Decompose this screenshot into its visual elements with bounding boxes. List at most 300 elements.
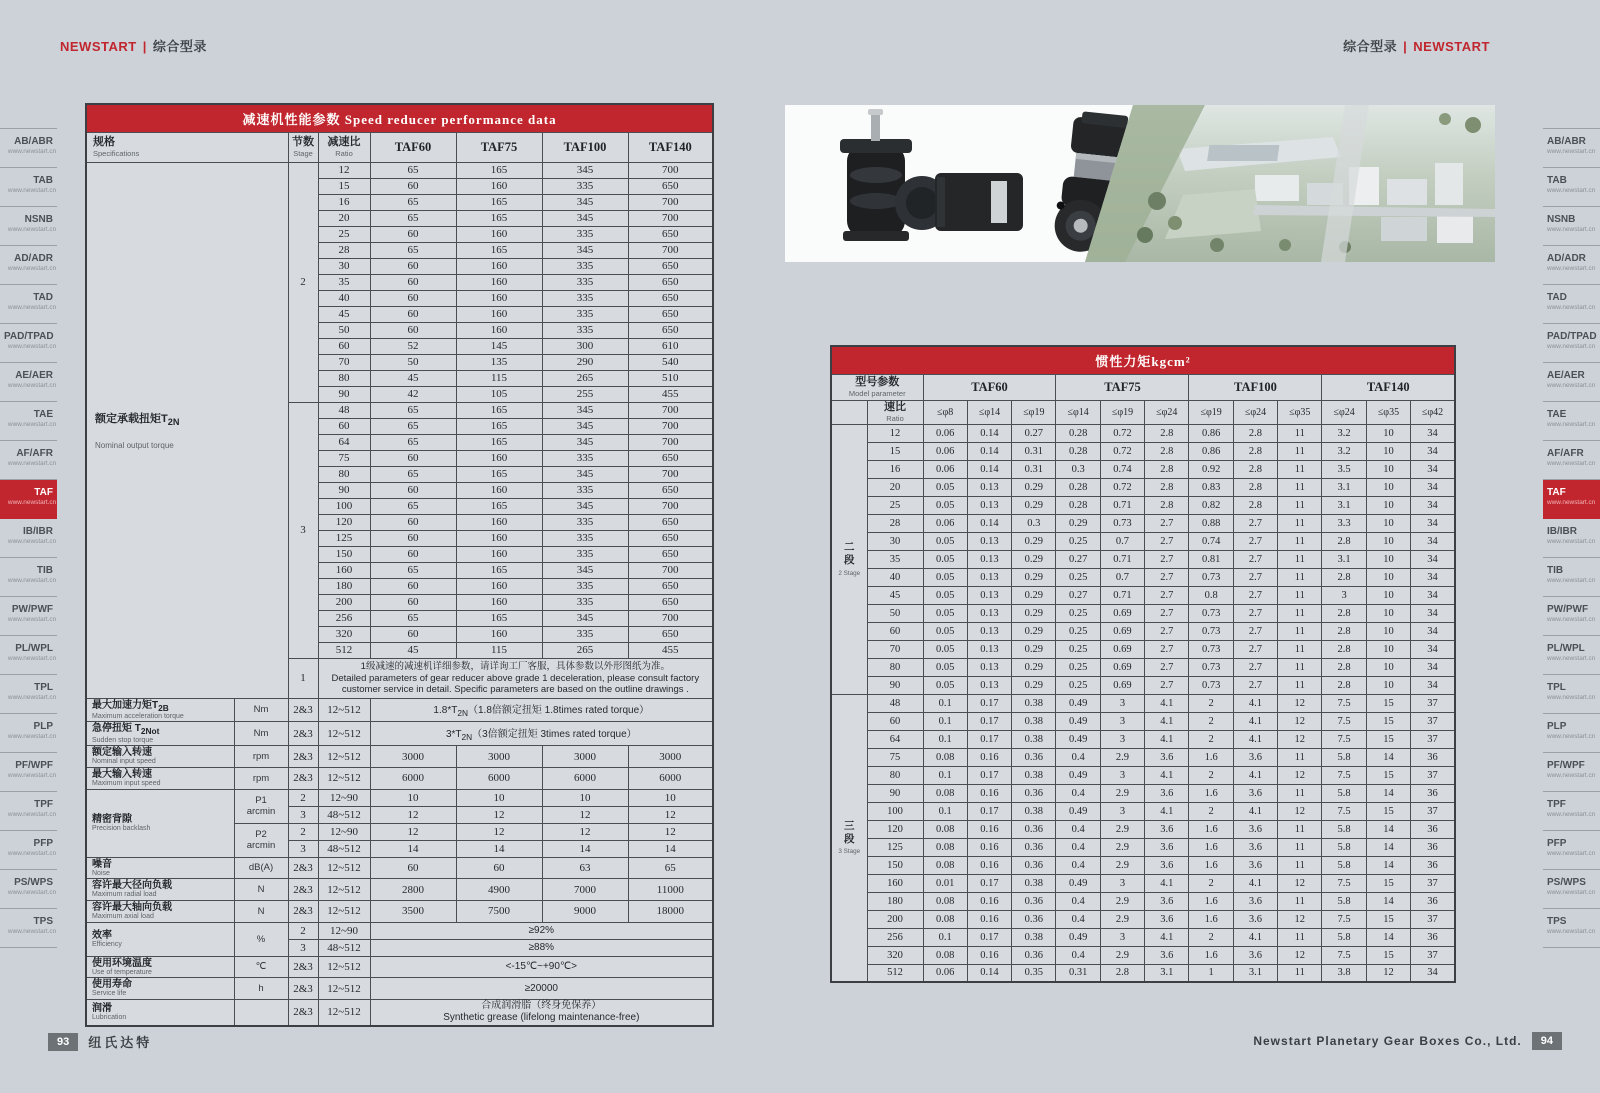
value-cell: 115 [456, 642, 542, 658]
value-cell: 15 [1366, 802, 1410, 820]
value-cell: 10 [1366, 586, 1410, 604]
sidebar-item-label: AE/AER [1547, 370, 1585, 381]
value-cell: 0.36 [1012, 946, 1056, 964]
sidebar-item-ps-wps[interactable] [1543, 870, 1600, 909]
value-cell: 0.3 [1012, 514, 1056, 532]
value-cell: 3 [1100, 712, 1144, 730]
shaft-diameter-header: ≤φ24 [1322, 400, 1366, 424]
value-cell: 60 [370, 482, 456, 498]
sidebar-item-url: www.newstart.cn [7, 421, 57, 428]
value-cell: 160 [456, 482, 542, 498]
sidebar-item-url: www.newstart.cn [7, 772, 57, 779]
sidebar-item-pw-pwf[interactable] [0, 597, 57, 636]
value-cell: 0.92 [1189, 460, 1233, 478]
sidebar-item-label: IB/IBR [1547, 526, 1577, 537]
sidebar-item-label: AF/AFR [16, 448, 53, 459]
value-cell: 4.1 [1145, 730, 1189, 748]
value-cell: 650 [628, 546, 713, 562]
value-cell: 5.8 [1322, 784, 1366, 802]
value-cell: 335 [542, 578, 628, 594]
value-cell: 0.05 [923, 658, 967, 676]
value-cell: 6000 [628, 767, 713, 789]
value-cell: 0.36 [1012, 748, 1056, 766]
value-cell: 12 [1278, 712, 1322, 730]
value-cell: 345 [542, 610, 628, 626]
value-cell: 7.5 [1322, 874, 1366, 892]
value-cell: 36 [1411, 928, 1455, 946]
value-cell: 165 [456, 242, 542, 258]
sidebar-item-tib[interactable] [0, 558, 57, 597]
sidebar-item-label: PFP [33, 838, 53, 849]
sidebar-item-tab[interactable] [0, 168, 57, 207]
value-cell: 2 [1189, 712, 1233, 730]
table-row [831, 496, 1455, 514]
sidebar-item-ps-wps[interactable] [0, 870, 57, 909]
ratio-cell: 125 [318, 530, 370, 546]
value-cell: 650 [628, 594, 713, 610]
value-cell: 3.6 [1145, 838, 1189, 856]
value-cell: 11 [1278, 658, 1322, 676]
value-cell: 455 [628, 386, 713, 402]
ratio-column-header: 减速比 Ratio [318, 132, 370, 162]
value-cell: 0.74 [1189, 532, 1233, 550]
value-cell: 52 [370, 338, 456, 354]
value-cell: 345 [542, 242, 628, 258]
table-row [831, 892, 1455, 910]
value-cell: 650 [628, 226, 713, 242]
sidebar-item-tab[interactable] [1543, 168, 1600, 207]
value-cell: 0.06 [923, 442, 967, 460]
value-cell: 12 [456, 806, 542, 823]
left-table-title: 减速机性能参数 Speed reducer performance data [86, 104, 713, 132]
value-cell: 3.6 [1145, 910, 1189, 928]
sidebar-item-pfp[interactable] [1543, 831, 1600, 870]
value-cell: 0.49 [1056, 766, 1100, 784]
value-cell: 2.8 [1233, 496, 1277, 514]
value-cell: 0.73 [1189, 604, 1233, 622]
sidebar-item-pfp[interactable] [0, 831, 57, 870]
value-cell: 700 [628, 434, 713, 450]
table-row [831, 658, 1455, 676]
sidebar-item-pl-wpl[interactable] [1543, 636, 1600, 675]
value-cell: 0.69 [1100, 622, 1144, 640]
value-cell: 165 [456, 418, 542, 434]
nominal-output-torque-label: 额定承载扭矩$T_{2N}$ Nominal output torque [86, 162, 288, 698]
table-row [831, 460, 1455, 478]
ratio-cell: 40 [867, 568, 923, 586]
page-header-left [60, 36, 207, 55]
model-header-taf75: TAF75 [1056, 374, 1189, 400]
value-cell: 3.1 [1322, 478, 1366, 496]
lubrication-label: 润滑 Lubrication [86, 1000, 234, 1026]
table-row [831, 622, 1455, 640]
sidebar-item-tae[interactable] [1543, 402, 1600, 441]
sidebar-item-ib-ibr[interactable] [1543, 519, 1600, 558]
sidebar-item-ae-aer[interactable] [1543, 363, 1600, 402]
sidebar-item-label: TPS [33, 916, 53, 927]
sidebar-item-url: www.newstart.cn [1547, 616, 1596, 623]
value-cell: 4.1 [1233, 766, 1277, 784]
sidebar-item-tps[interactable] [0, 909, 57, 948]
value-cell: 7.5 [1322, 766, 1366, 784]
value-cell: 65 [370, 194, 456, 210]
stage-cell: 2&3 [288, 1000, 318, 1026]
value-cell: 3.6 [1145, 820, 1189, 838]
value-cell: 14 [542, 840, 628, 857]
value-cell: 650 [628, 530, 713, 546]
sidebar-item-label: IB/IBR [23, 526, 53, 537]
sidebar-item-label: PF/WPF [1547, 760, 1585, 771]
value-cell: 0.25 [1056, 640, 1100, 658]
value-cell: 10 [370, 789, 456, 806]
sidebar-item-tae[interactable] [0, 402, 57, 441]
value-cell: 10 [1366, 460, 1410, 478]
ratio-cell: 80 [318, 370, 370, 386]
value-cell: 10 [1366, 478, 1410, 496]
table-row [831, 838, 1455, 856]
ratio-cell: 90 [318, 482, 370, 498]
sidebar-item-nsnb[interactable] [0, 207, 57, 246]
value-cell: 0.49 [1056, 730, 1100, 748]
sidebar-item-ab-abr[interactable] [1543, 129, 1600, 168]
value-cell: 12 [1278, 766, 1322, 784]
value-cell: 700 [628, 402, 713, 418]
sidebar-item-pad-tpad[interactable] [0, 324, 57, 363]
value-cell: 0.73 [1189, 622, 1233, 640]
value-cell: 160 [456, 322, 542, 338]
value-cell: 335 [542, 226, 628, 242]
ratio-cell: 90 [867, 676, 923, 694]
ratio-cell: 16 [867, 460, 923, 478]
sidebar-item-url: www.newstart.cn [7, 148, 57, 155]
value-cell: 0.36 [1012, 910, 1056, 928]
value-cell: 3.6 [1145, 784, 1189, 802]
value-cell: 4.1 [1233, 712, 1277, 730]
value-cell: 160 [456, 290, 542, 306]
left-product-nav [0, 128, 57, 948]
sidebar-item-tib[interactable] [1543, 558, 1600, 597]
value-cell: 2.7 [1145, 514, 1189, 532]
value-cell: 34 [1411, 640, 1455, 658]
sidebar-item-af-afr[interactable] [1543, 441, 1600, 480]
value-cell: 650 [628, 482, 713, 498]
ratio-cell: 160 [318, 562, 370, 578]
value-cell: 0.72 [1100, 442, 1144, 460]
value-cell: 37 [1411, 766, 1455, 784]
ratio-cell: 12~512 [318, 978, 370, 1000]
footer-right [1253, 1032, 1562, 1050]
value-cell: 5.8 [1322, 838, 1366, 856]
value-cell: 2.9 [1100, 820, 1144, 838]
sidebar-item-tpf[interactable] [1543, 792, 1600, 831]
value-cell: 0.05 [923, 676, 967, 694]
value-cell: 0.16 [967, 946, 1011, 964]
sidebar-item-tad[interactable] [1543, 285, 1600, 324]
value-cell: 1.6 [1189, 946, 1233, 964]
value-cell: 1.6 [1189, 892, 1233, 910]
value-cell: 0.05 [923, 478, 967, 496]
value-cell: 0.4 [1056, 946, 1100, 964]
sidebar-item-pad-tpad[interactable] [1543, 324, 1600, 363]
sidebar-item-url: www.newstart.cn [7, 733, 57, 740]
sidebar-item-af-afr[interactable] [0, 441, 57, 480]
value-cell: 165 [456, 610, 542, 626]
stage-3-group-label: 三 段 3 Stage [831, 694, 867, 982]
value-cell: 0.7 [1100, 532, 1144, 550]
value-cell: 60 [370, 290, 456, 306]
brand-name: NEWSTART [60, 39, 137, 54]
value-cell: 0.31 [1056, 964, 1100, 982]
value-cell: 2.8 [1322, 640, 1366, 658]
value-cell: 0.27 [1056, 550, 1100, 568]
value-cell: 345 [542, 402, 628, 418]
value-cell: 14 [1366, 928, 1410, 946]
ratio-cell: 120 [318, 514, 370, 530]
value-cell: 7.5 [1322, 694, 1366, 712]
value-cell: 0.13 [967, 604, 1011, 622]
sidebar-item-tps[interactable] [1543, 909, 1600, 948]
sidebar-item-url: www.newstart.cn [1547, 928, 1596, 935]
value-cell: 650 [628, 626, 713, 642]
value-cell: 3.6 [1233, 856, 1277, 874]
sidebar-item-plp[interactable] [0, 714, 57, 753]
value-cell: 0.36 [1012, 856, 1056, 874]
value-cell: 11 [1278, 550, 1322, 568]
value-cell: 0.28 [1056, 478, 1100, 496]
value-cell: 3.1 [1322, 496, 1366, 514]
ratio-cell: 200 [867, 910, 923, 928]
model-header-taf100: TAF100 [1189, 374, 1322, 400]
sidebar-item-nsnb[interactable] [1543, 207, 1600, 246]
ratio-cell: 48~512 [318, 840, 370, 857]
value-cell: 0.38 [1012, 694, 1056, 712]
value-cell: 18000 [628, 900, 713, 922]
value-cell: 1.6 [1189, 910, 1233, 928]
ratio-cell: 90 [867, 784, 923, 802]
sidebar-item-ad-adr[interactable] [1543, 246, 1600, 285]
table-row [831, 802, 1455, 820]
table-row [831, 694, 1455, 712]
value-cell: 0.49 [1056, 712, 1100, 730]
sidebar-item-tpl[interactable] [1543, 675, 1600, 714]
sidebar-item-url: www.newstart.cn [7, 928, 57, 935]
value-cell: 335 [542, 546, 628, 562]
model-header-taf60: TAF60 [923, 374, 1056, 400]
sidebar-item-taf[interactable] [0, 480, 57, 519]
value-cell: 63 [542, 857, 628, 879]
value-cell: 0.69 [1100, 658, 1144, 676]
sidebar-item-url: www.newstart.cn [1547, 538, 1596, 545]
ratio-cell: 25 [318, 226, 370, 242]
value-cell: 15 [1366, 946, 1410, 964]
sidebar-item-label: PLP [1547, 721, 1567, 732]
ratio-cell: 48 [318, 402, 370, 418]
value-cell: 14 [370, 840, 456, 857]
ratio-cell: 12~512 [318, 698, 370, 722]
value-cell: 0.69 [1100, 640, 1144, 658]
value-cell: 105 [456, 386, 542, 402]
value-cell: 37 [1411, 694, 1455, 712]
value-cell: 0.29 [1012, 640, 1056, 658]
value-cell: 12 [370, 823, 456, 840]
sidebar-item-ib-ibr[interactable] [0, 519, 57, 558]
stage-cell: 2&3 [288, 879, 318, 901]
sidebar-item-pl-wpl[interactable] [0, 636, 57, 675]
model-parameter-header: 型号参数 Model parameter [831, 374, 923, 400]
value-cell: 1.6 [1189, 838, 1233, 856]
value-cell: 14 [1366, 784, 1410, 802]
table-row [831, 946, 1455, 964]
ratio-cell: 80 [867, 766, 923, 784]
value-cell: 0.29 [1012, 496, 1056, 514]
sidebar-item-url: www.newstart.cn [7, 655, 57, 662]
service-life-label: 使用寿命 Service life [86, 978, 234, 1000]
sidebar-item-pw-pwf[interactable] [1543, 597, 1600, 636]
value-cell: 3.6 [1145, 892, 1189, 910]
value-cell: 2.9 [1100, 838, 1144, 856]
value-cell: 0.14 [967, 964, 1011, 982]
stage-2-group-label: 二 段 2 Stage [831, 424, 867, 694]
value-cell: 34 [1411, 550, 1455, 568]
stage-cell: 2 [288, 823, 318, 840]
sidebar-item-url: www.newstart.cn [7, 460, 57, 467]
value-cell: 3.2 [1322, 442, 1366, 460]
ratio-cell: 90 [318, 386, 370, 402]
value-cell: 265 [542, 642, 628, 658]
value-cell: 345 [542, 562, 628, 578]
efficiency-label: 效率 Efficiency [86, 922, 234, 956]
stage-2-cell: 2 [288, 162, 318, 402]
sidebar-item-pf-wpf[interactable] [1543, 753, 1600, 792]
value-cell: 2.8 [1145, 424, 1189, 442]
ratio-cell: 15 [318, 178, 370, 194]
value-cell: 2.7 [1145, 568, 1189, 586]
ratio-cell: 120 [867, 820, 923, 838]
ratio-cell: 48~512 [318, 806, 370, 823]
value-cell: 3 [1100, 802, 1144, 820]
value-cell: 0.49 [1056, 874, 1100, 892]
value-cell: 1.6 [1189, 820, 1233, 838]
value-cell: 0.13 [967, 658, 1011, 676]
value-cell: 12 [370, 806, 456, 823]
sidebar-item-ae-aer[interactable] [0, 363, 57, 402]
header-separator: | [1403, 39, 1408, 54]
sidebar-item-tpl[interactable] [0, 675, 57, 714]
value-cell: 2.8 [1145, 496, 1189, 514]
sidebar-item-url: www.newstart.cn [7, 577, 57, 584]
sidebar-item-ab-abr[interactable] [0, 129, 57, 168]
value-cell: 0.08 [923, 910, 967, 928]
value-cell: 2.7 [1233, 622, 1277, 640]
value-cell: 11 [1278, 838, 1322, 856]
sidebar-item-label: PF/WPF [15, 760, 53, 771]
value-cell: 160 [456, 274, 542, 290]
value-cell: 0.38 [1012, 712, 1056, 730]
value-cell: 700 [628, 194, 713, 210]
value-cell: 10 [1366, 658, 1410, 676]
sidebar-item-plp[interactable] [1543, 714, 1600, 753]
ratio-cell: 150 [867, 856, 923, 874]
value-cell: 2 [1189, 874, 1233, 892]
value-cell: 165 [456, 162, 542, 178]
value-cell: 12 [628, 823, 713, 840]
ratio-cell: 35 [867, 550, 923, 568]
value-cell: 0.4 [1056, 748, 1100, 766]
unit-cell: rpm [234, 767, 288, 789]
sidebar-item-label: PS/WPS [1547, 877, 1586, 888]
value-cell: 0.29 [1012, 532, 1056, 550]
value-cell: 3.1 [1233, 964, 1277, 982]
model-header-taf140: TAF140 [628, 132, 713, 162]
sidebar-item-url: www.newstart.cn [1547, 655, 1596, 662]
value-cell: 4.1 [1145, 712, 1189, 730]
sidebar-item-url: www.newstart.cn [1547, 694, 1596, 701]
value-cell: 0.1 [923, 802, 967, 820]
value-cell: 2.7 [1233, 640, 1277, 658]
value-cell: 2.7 [1233, 658, 1277, 676]
value-cell: 2 [1189, 694, 1233, 712]
sidebar-item-tpf[interactable] [0, 792, 57, 831]
value-cell: 0.16 [967, 856, 1011, 874]
value-cell: 3.5 [1322, 460, 1366, 478]
value-cell: 3 [1100, 766, 1144, 784]
sidebar-item-label: TPL [34, 682, 53, 693]
value-cell: 4.1 [1145, 928, 1189, 946]
value-cell: 65 [370, 466, 456, 482]
value-cell: 0.17 [967, 874, 1011, 892]
sidebar-item-label: TPS [1547, 916, 1567, 927]
sidebar-item-ad-adr[interactable] [0, 246, 57, 285]
value-cell: 345 [542, 210, 628, 226]
sidebar-item-label: TPF [1547, 799, 1566, 810]
value-cell: 11 [1278, 532, 1322, 550]
sidebar-item-label: TAF [34, 487, 53, 498]
sidebar-item-url: www.newstart.cn [1547, 499, 1596, 506]
value-cell: 0.13 [967, 532, 1011, 550]
sidebar-item-label: PL/WPL [1547, 643, 1585, 654]
sidebar-item-pf-wpf[interactable] [0, 753, 57, 792]
value-cell: 160 [456, 594, 542, 610]
value-cell: 34 [1411, 622, 1455, 640]
sidebar-item-url: www.newstart.cn [7, 187, 57, 194]
table-row [831, 964, 1455, 982]
page-number-badge: 93 [48, 1033, 78, 1051]
sidebar-item-tad[interactable] [0, 285, 57, 324]
ratio-cell: 12~512 [318, 746, 370, 768]
value-cell: 60 [370, 274, 456, 290]
unit-cell: % [234, 922, 288, 956]
value-cell: 0.06 [923, 424, 967, 442]
value-cell: 160 [456, 626, 542, 642]
value-cell: 0.82 [1189, 496, 1233, 514]
p1-unit-cell: P1 arcmin [234, 789, 288, 823]
value-cell: 0.17 [967, 928, 1011, 946]
value-cell: 0.4 [1056, 784, 1100, 802]
value-cell: 7.5 [1322, 910, 1366, 928]
value-cell: 14 [1366, 820, 1410, 838]
value-cell: 650 [628, 290, 713, 306]
value-cell: 42 [370, 386, 456, 402]
value-cell: 10 [1366, 442, 1410, 460]
value-cell: 0.05 [923, 550, 967, 568]
table-row [831, 820, 1455, 838]
sidebar-item-taf[interactable] [1543, 480, 1600, 519]
value-cell: 0.74 [1100, 460, 1144, 478]
value-cell: 4.1 [1233, 694, 1277, 712]
value-cell: 34 [1411, 964, 1455, 982]
shaft-diameter-header: ≤φ8 [923, 400, 967, 424]
value-cell: 0.4 [1056, 910, 1100, 928]
